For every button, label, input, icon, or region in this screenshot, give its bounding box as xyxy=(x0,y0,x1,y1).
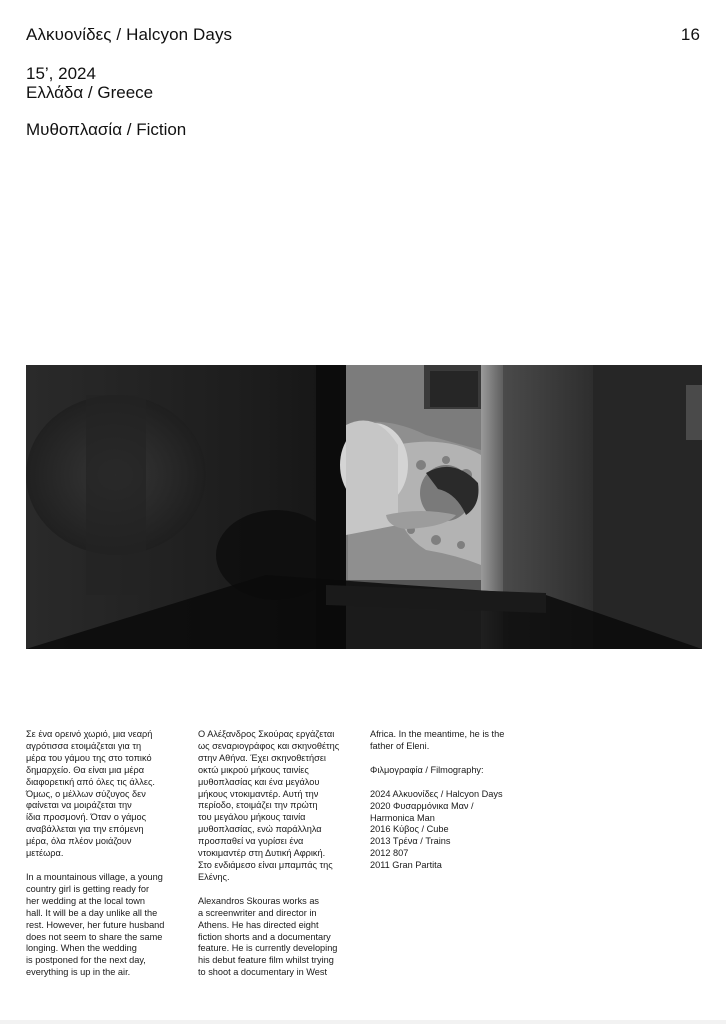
film-still-image xyxy=(26,365,702,649)
filmography-item: 2016 Κύβος / Cube xyxy=(370,824,449,835)
director-bio-english: Alexandros Skouras works as a screenwriter and director in Athens. He has directed eight fiction shorts and a documentary feature. He is currently developing his debut feature film whilst trying to shoot a documentary in West xyxy=(198,895,338,978)
page-bottom-edge xyxy=(0,1020,726,1024)
genre: Μυθοπλασία / Fiction xyxy=(26,120,187,139)
header xyxy=(26,25,700,45)
synopsis-english: In a mountainous village, a young country girl is getting ready for her wedding at the local town hall. It will be a day unlike all the rest. However, her future husband does not seem to share the same longing. When the wedding is postponed for the next day, everything is up in the air. xyxy=(26,871,165,978)
film-title: Αλκυονίδες / Halcyon Days xyxy=(26,25,233,44)
filmography-list xyxy=(370,789,518,872)
text-column-1 xyxy=(26,729,174,991)
page-number: 16 xyxy=(680,25,700,44)
country: Ελλάδα / Greece xyxy=(26,83,154,102)
filmography-item: 2020 Φυσαρμόνικα Μαν / Harmonica Man xyxy=(370,800,474,823)
director-bio-english-continued: Africa. In the meantime, he is the father of Eleni. xyxy=(370,729,505,751)
filmography-item: 2013 Τρένα / Trains xyxy=(370,836,451,847)
filmography-item: 2011 Gran Partita xyxy=(370,860,442,871)
duration-year: 15’, 2024 xyxy=(26,64,96,83)
text-column-3 xyxy=(370,729,518,872)
filmography-item: 2024 Αλκυονίδες / Halcyon Days xyxy=(370,788,503,799)
director-bio-greek: Ο Αλέξανδρος Σκούρας εργάζεται ως σεναριογράφος και σκηνοθέτης στην Αθήνα. Έχει σκηνοθετήσει οκτώ μικρού μήκους ταινίες μυθοπλασίας και ένα μεγάλου μήκους ντοκιμαντέρ. Αυτή την περίοδο, ετοιμάζει την πρώτη του μεγάλου μήκους ταινία μυθοπλασίας, ενώ παράλληλα προσπαθεί να γυρίσει ένα ντοκιμαντέρ στη Δυτική Αφρική. Στο ενδιάμεσο είναι μπαμπάς της Ελένης. xyxy=(198,729,340,882)
synopsis-greek: Σε ένα ορεινό χωριό, μια νεαρή αγρότισσα ετοιμάζεται για τη μέρα του γάμου της στο τοπικό δημαρχείο. Θα είναι μια μέρα διαφορετική από όλες τις άλλες. Όμως, ο μέλλων σύζυγος δεν φαίνεται να μοιράζεται την ίδια προσμονή. Όταν ο γάμος αναβάλλεται για την επόμενη μέρα, όλα πλέον μοιάζουν μετέωρα. xyxy=(26,729,155,859)
filmography-heading: Φιλμογραφία / Filmography: xyxy=(370,764,484,775)
text-column-2 xyxy=(198,729,346,991)
filmography-item: 2012 807 xyxy=(370,848,409,859)
